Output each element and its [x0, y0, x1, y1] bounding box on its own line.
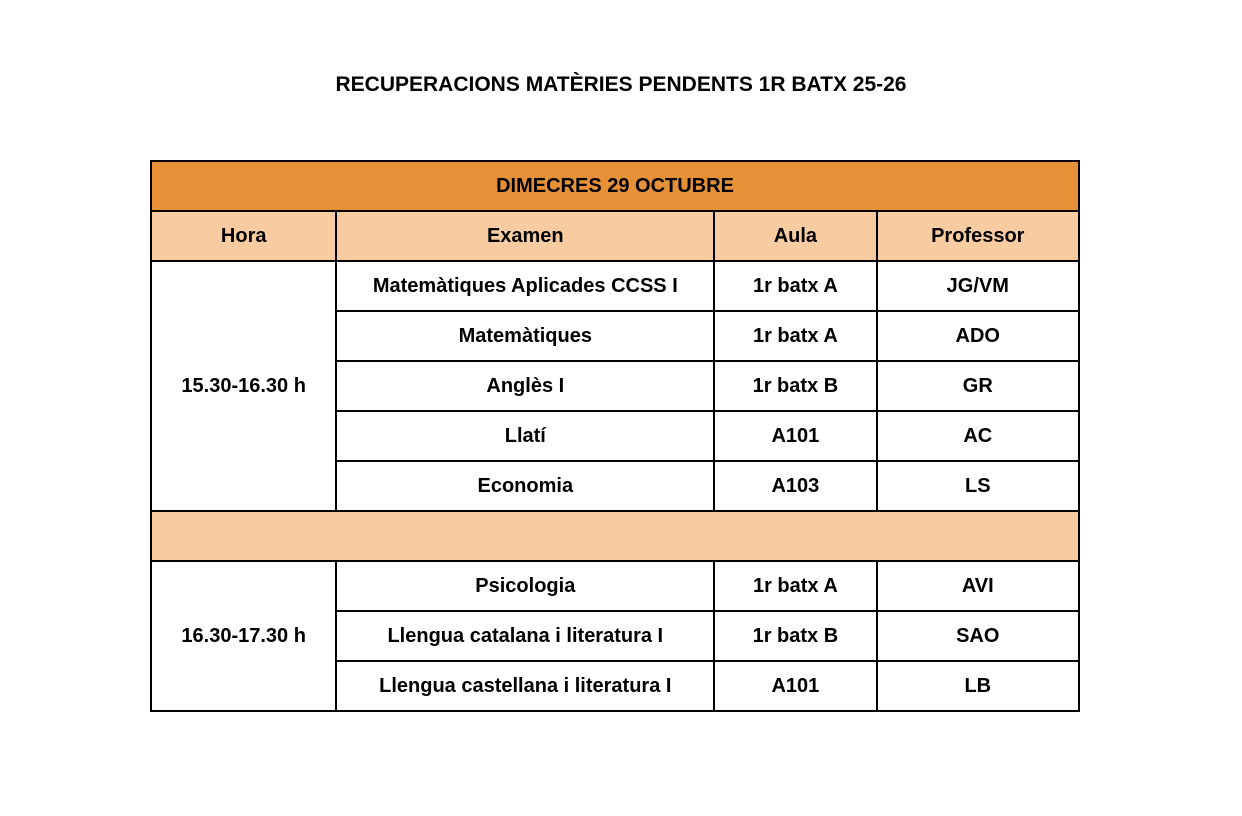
exam-schedule-table [150, 160, 1080, 712]
room-cell: 1r batx B [714, 611, 876, 661]
exam-cell: Economia [336, 461, 714, 511]
room-cell: A103 [714, 461, 876, 511]
teacher-cell: ADO [877, 311, 1079, 361]
header-hora: Hora [151, 211, 336, 261]
exam-cell: Llengua castellana i literatura I [336, 661, 714, 711]
time-slot-cell: 15.30-16.30 h [151, 261, 336, 511]
header-professor: Professor [877, 211, 1079, 261]
room-cell: 1r batx A [714, 261, 876, 311]
teacher-cell: LS [877, 461, 1079, 511]
room-cell: A101 [714, 411, 876, 461]
header-examen: Examen [336, 211, 714, 261]
time-slot-cell: 16.30-17.30 h [151, 561, 336, 711]
separator-cell [151, 511, 1079, 561]
room-cell: A101 [714, 661, 876, 711]
teacher-cell: AC [877, 411, 1079, 461]
exam-cell: Anglès I [336, 361, 714, 411]
teacher-cell: SAO [877, 611, 1079, 661]
header-aula: Aula [714, 211, 876, 261]
day-label: DIMECRES 29 OCTUBRE [151, 161, 1079, 211]
table-row [151, 261, 1079, 311]
room-cell: 1r batx A [714, 311, 876, 361]
room-cell: 1r batx B [714, 361, 876, 411]
teacher-cell: AVI [877, 561, 1079, 611]
column-header-row [151, 211, 1079, 261]
exam-cell: Llengua catalana i literatura I [336, 611, 714, 661]
teacher-cell: GR [877, 361, 1079, 411]
separator-row [151, 511, 1079, 561]
exam-cell: Matemàtiques Aplicades CCSS I [336, 261, 714, 311]
teacher-cell: LB [877, 661, 1079, 711]
teacher-cell: JG/VM [877, 261, 1079, 311]
exam-cell: Psicologia [336, 561, 714, 611]
exam-cell: Matemàtiques [336, 311, 714, 361]
page-title: RECUPERACIONS MATÈRIES PENDENTS 1R BATX 25-26 [335, 73, 907, 96]
table-row [151, 561, 1079, 611]
room-cell: 1r batx A [714, 561, 876, 611]
exam-cell: Llatí [336, 411, 714, 461]
day-header-row [151, 161, 1079, 211]
